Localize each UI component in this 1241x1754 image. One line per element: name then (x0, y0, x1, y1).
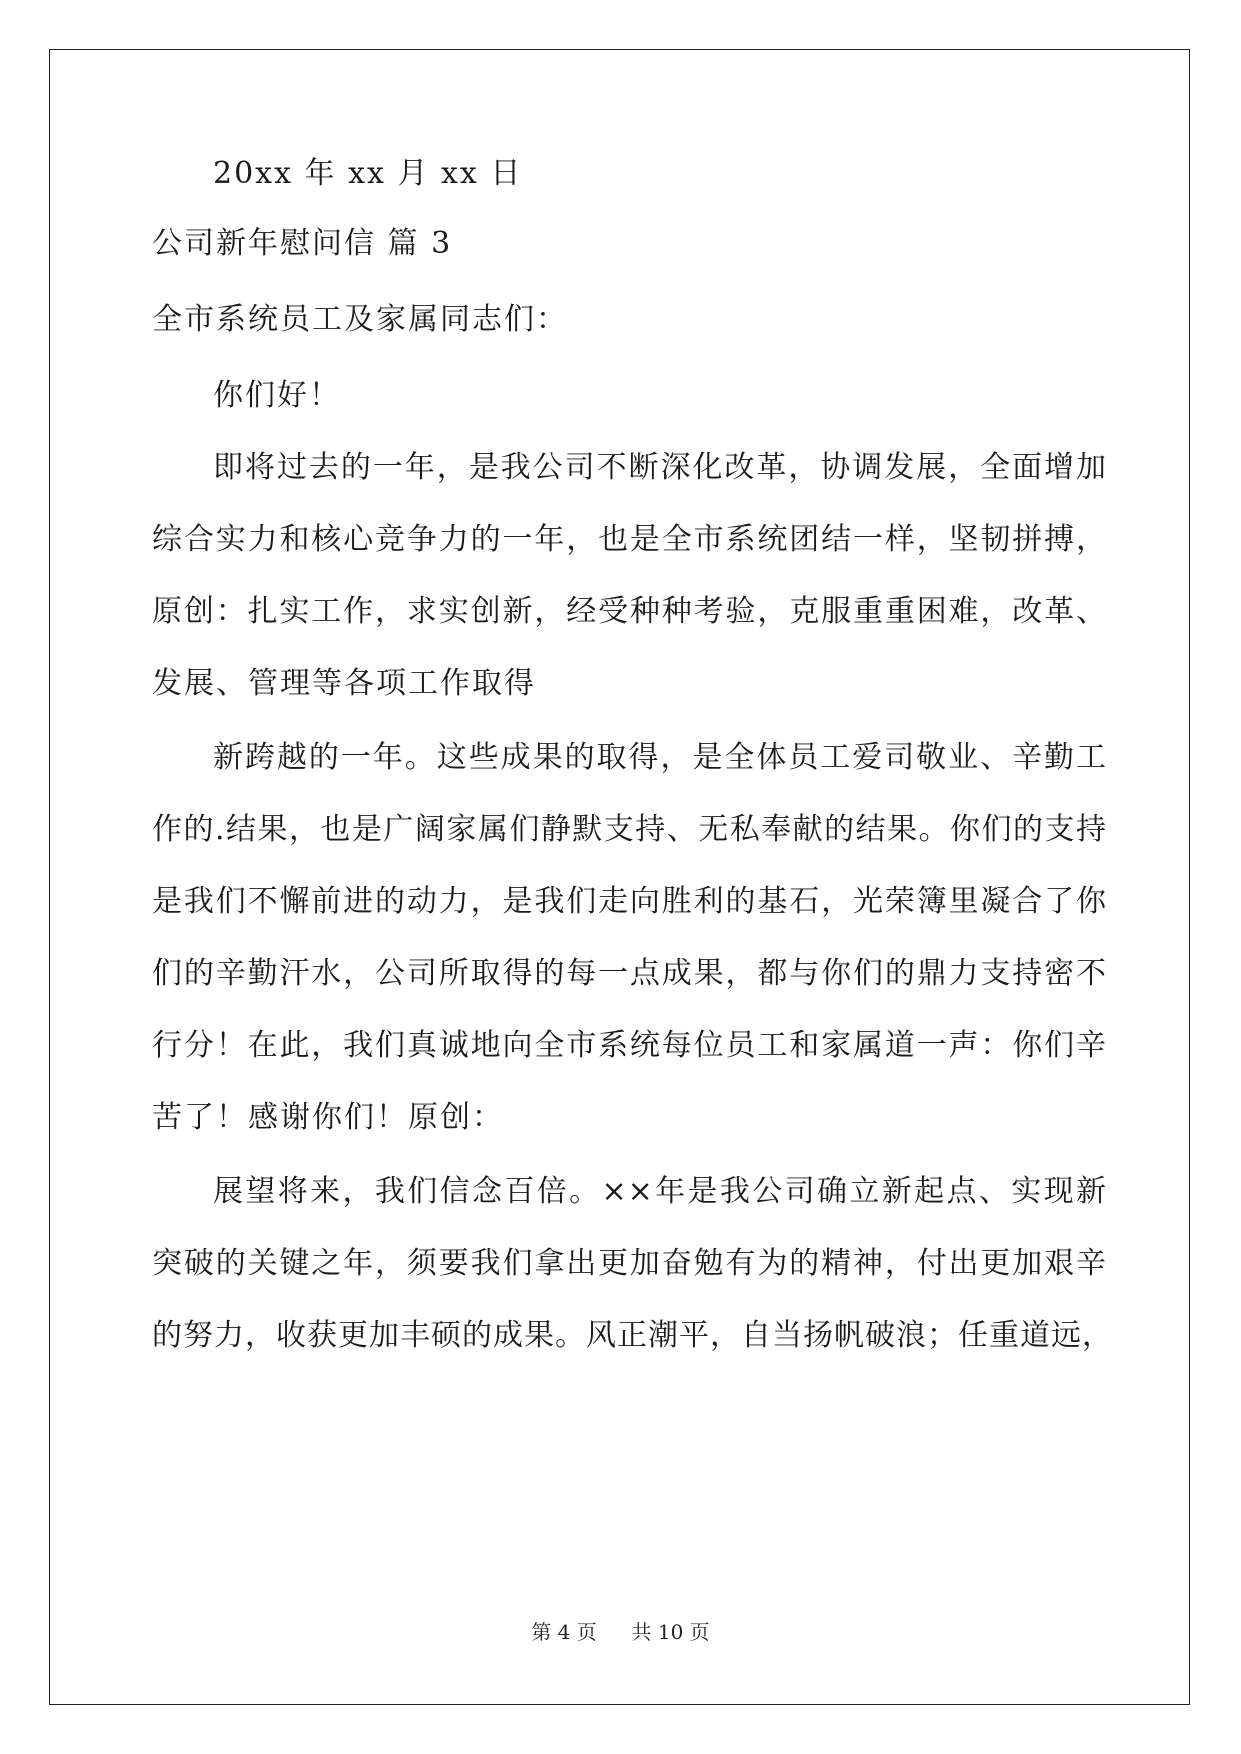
page-number: 第 4 页 (531, 1620, 597, 1644)
paragraph-line: 们的辛勤汗水，公司所取得的每一点成果，都与你们的鼎力支持密不 (152, 956, 1107, 991)
paragraph-line: 是我们不懈前进的动力，是我们走向胜利的基石，光荣簿里凝合了你 (152, 884, 1107, 919)
date-line: 20xx 年 xx 月 xx 日 (213, 156, 523, 191)
salutation: 全市系统员工及家属同志们： (152, 302, 568, 337)
section-title: 公司新年慰问信 篇 3 (152, 226, 453, 261)
paragraph-line: 的努力，收获更加丰硕的成果。风正潮平，自当扬帆破浪；任重道远， (152, 1318, 1113, 1353)
paragraph-line: 综合实力和核心竞争力的一年，也是全市系统团结一样，坚韧拼搏， (152, 522, 1107, 557)
paragraph-line: 展望将来，我们信念百倍。××年是我公司确立新起点、实现新 (213, 1174, 1107, 1209)
paragraph-line: 新跨越的一年。这些成果的取得，是全体员工爱司敬业、辛勤工 (213, 740, 1107, 775)
page-border (49, 49, 1190, 1705)
greeting: 你们好！ (213, 378, 341, 413)
paragraph-line: 原创：扎实工作，求实创新，经受种种考验，克服重重困难，改革、 (152, 594, 1107, 629)
paragraph-line: 发展、管理等各项工作取得 (152, 666, 536, 701)
paragraph-line: 即将过去的一年，是我公司不断深化改革，协调发展，全面增加 (213, 450, 1107, 485)
paragraph-line: 突破的关键之年，须要我们拿出更加奋勉有为的精神，付出更加艰辛 (152, 1246, 1107, 1281)
paragraph-line: 行分！在此，我们真诚地向全市系统每位员工和家属道一声：你们辛 (152, 1028, 1107, 1063)
paragraph-line: 作的.结果，也是广阔家属们静默支持、无私奉献的结果。你们的支持 (152, 812, 1107, 847)
paragraph-line: 苦了！感谢你们！原创： (152, 1100, 504, 1135)
page-total: 共 10 页 (631, 1620, 710, 1644)
page-footer (0, 1619, 1241, 1645)
